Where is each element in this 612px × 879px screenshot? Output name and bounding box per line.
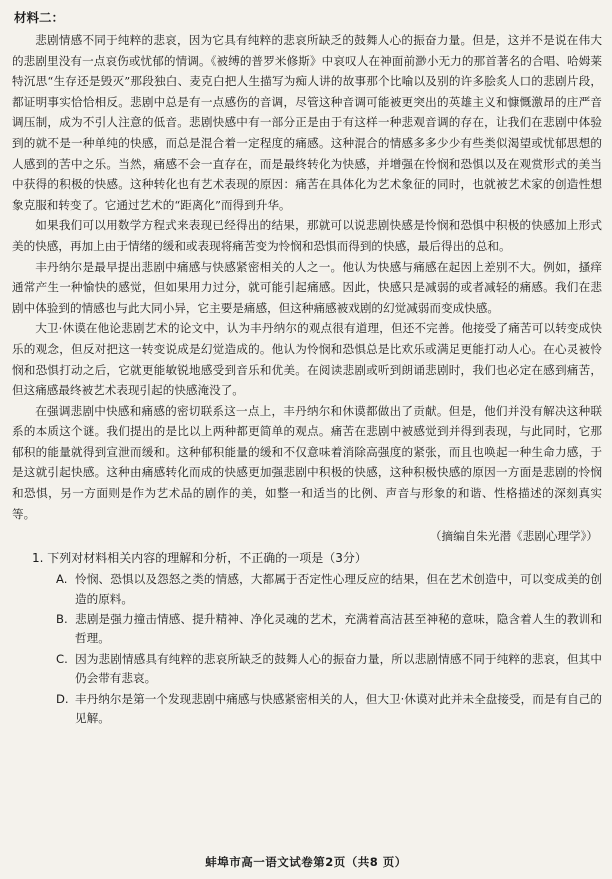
paragraph: 如果我们可以用数学方程式来表现已经得出的结果，那就可以说悲剧快感是怜悯和恐惧中积极的快感加上形式美的快感，再加上由于情绪的缓和或表现将痛苦变为怜悯和恐惧而得到的快感，最后得出的总和。 <box>12 218 602 253</box>
exam-page <box>12 8 602 730</box>
option-d[interactable] <box>56 690 602 729</box>
option-c[interactable] <box>56 650 602 689</box>
option-letter: D. <box>56 691 69 706</box>
option-text: 怜悯、恐惧以及怨怒之类的情感，大都属于否定性心理反应的结果，但在艺术创造中，可以变成美的创造的原料。 <box>75 572 602 606</box>
paragraph: 在强调悲剧中快感和痛感的密切联系这一点上，丰丹纳尔和休谟都做出了贡献。但是，他们并没有解决这种联系的本质这个谜。我们提出的是比以上两种都更简单的观点。痛苦在悲剧中被感觉到并得到表现，与此同时，它那郁积的能量就得到宣泄而缓和。这种郁积能量的缓和不仅意味着消除高强度的紧张，而且也唤起一种生命力感，于是这就引起快感。这种由痛感转化而成的快感更加强悲剧中积极的快感，这种积极快感的原因一方面是悲剧的怜悯和恐惧，另一方面则是作为艺术品的剧作的美，如整一和适当的比例、声音与形象的和谐、性格描述的深刻真实等。 <box>12 403 602 521</box>
question-stem: 1. 下列对材料相关内容的理解和分析，不正确的一项是（3分） <box>32 551 367 566</box>
page-footer: 蚌埠市高一语文试卷第2页（共8 页） <box>205 855 407 869</box>
option-text: 因为悲剧情感具有纯粹的悲哀所缺乏的鼓舞人心的振奋力量，所以悲剧情感不同于纯粹的悲哀，但其中仍会带有悲哀。 <box>75 651 602 686</box>
option-text: 丰丹纳尔是第一个发现悲剧中痛感与快感紧密相关的人，但大卫·休谟对此并未全盘接受，而是有自己的见解。 <box>75 691 602 726</box>
material-body <box>12 30 602 524</box>
option-letter: A. <box>56 572 68 587</box>
material-heading: 材料二： <box>14 10 65 25</box>
option-a[interactable] <box>56 570 602 609</box>
option-letter: B. <box>56 612 68 627</box>
paragraph: 大卫·休谟在他论悲剧艺术的论文中，认为丰丹纳尔的观点很有道理，但还不完善。他接受了痛苦可以转变成快乐的观念，但反对把这一转变说成是幻觉造成的。他认为怜悯和恐惧总是比欢乐或满足更能打动人心。在心灵被怜悯和恐惧打动之后，它就更能敏锐地感受到音乐和优美。在阅读悲剧或听到朗诵悲剧时，我们也必定在感到痛苦，但这痛感最终被艺术表现引起的快感淹没了。 <box>12 321 602 398</box>
paragraph: 悲剧情感不同于纯粹的悲哀，因为它具有纯粹的悲哀所缺乏的鼓舞人心的振奋力量。但是，这并不是说在伟大的悲剧里没有一点哀伤或忧郁的情调。《被缚的普罗米修斯》中哀叹人在神面前渺小无力的那首著名的合唱、哈姆莱特沉思“生存还是毁灭”那段独白、麦克白把人生描写为痴人讲的故事那个比喻以及别的许多脍炙人口的悲剧片段，都证明事实恰恰相反。悲剧中总是有一点感伤的音调，尽管这种音调可能被更突出的英雄主义和慷慨激昂的庄严音调压制，成为不引人注意的低音。悲剧快感中有一部分正是由于有这样一种悲观音调的存在，让我们在悲剧中体验到的就不是一种单纯的快感，而总是混合着一定程度的痛感。这种混合的情感多多少少有些类似渴望或忧郁思想的人感到的苦中之乐。当然，痛感不会一直存在，而是最终转化为快感，并增强在怜悯和恐惧以及在观赏形式的美当中获得的积极的快感。这种转化也有艺术表现的原因：痛苦在具体化为艺术象征的同时，也就被艺术家的创造性想象克服和转变了。它通过艺术的“距离化”而得到升华。 <box>12 33 602 212</box>
option-text: 悲剧是强力撞击情感、提升精神、净化灵魂的艺术，充满着高洁甚至神秘的意味，隐含着人生的教训和哲理。 <box>75 612 602 646</box>
option-letter: C. <box>56 651 68 666</box>
option-b[interactable] <box>56 610 602 649</box>
paragraph: 丰丹纳尔是最早提出悲剧中痛感与快感紧密相关的人之一。他认为快感与痛感在起因上差别不大。例如，搔痒通常产生一种愉快的感觉，但如果用力过分，就可能引起痛感。因此，快感只是减弱的或者减轻的痛感。我们在悲剧中体验到的情感也与此大同小异，它主要是痛感，但这种痛感被戏剧的幻觉减弱而变成快感。 <box>12 259 602 315</box>
source-citation: （摘编自朱光潜《悲剧心理学》） <box>429 529 598 544</box>
